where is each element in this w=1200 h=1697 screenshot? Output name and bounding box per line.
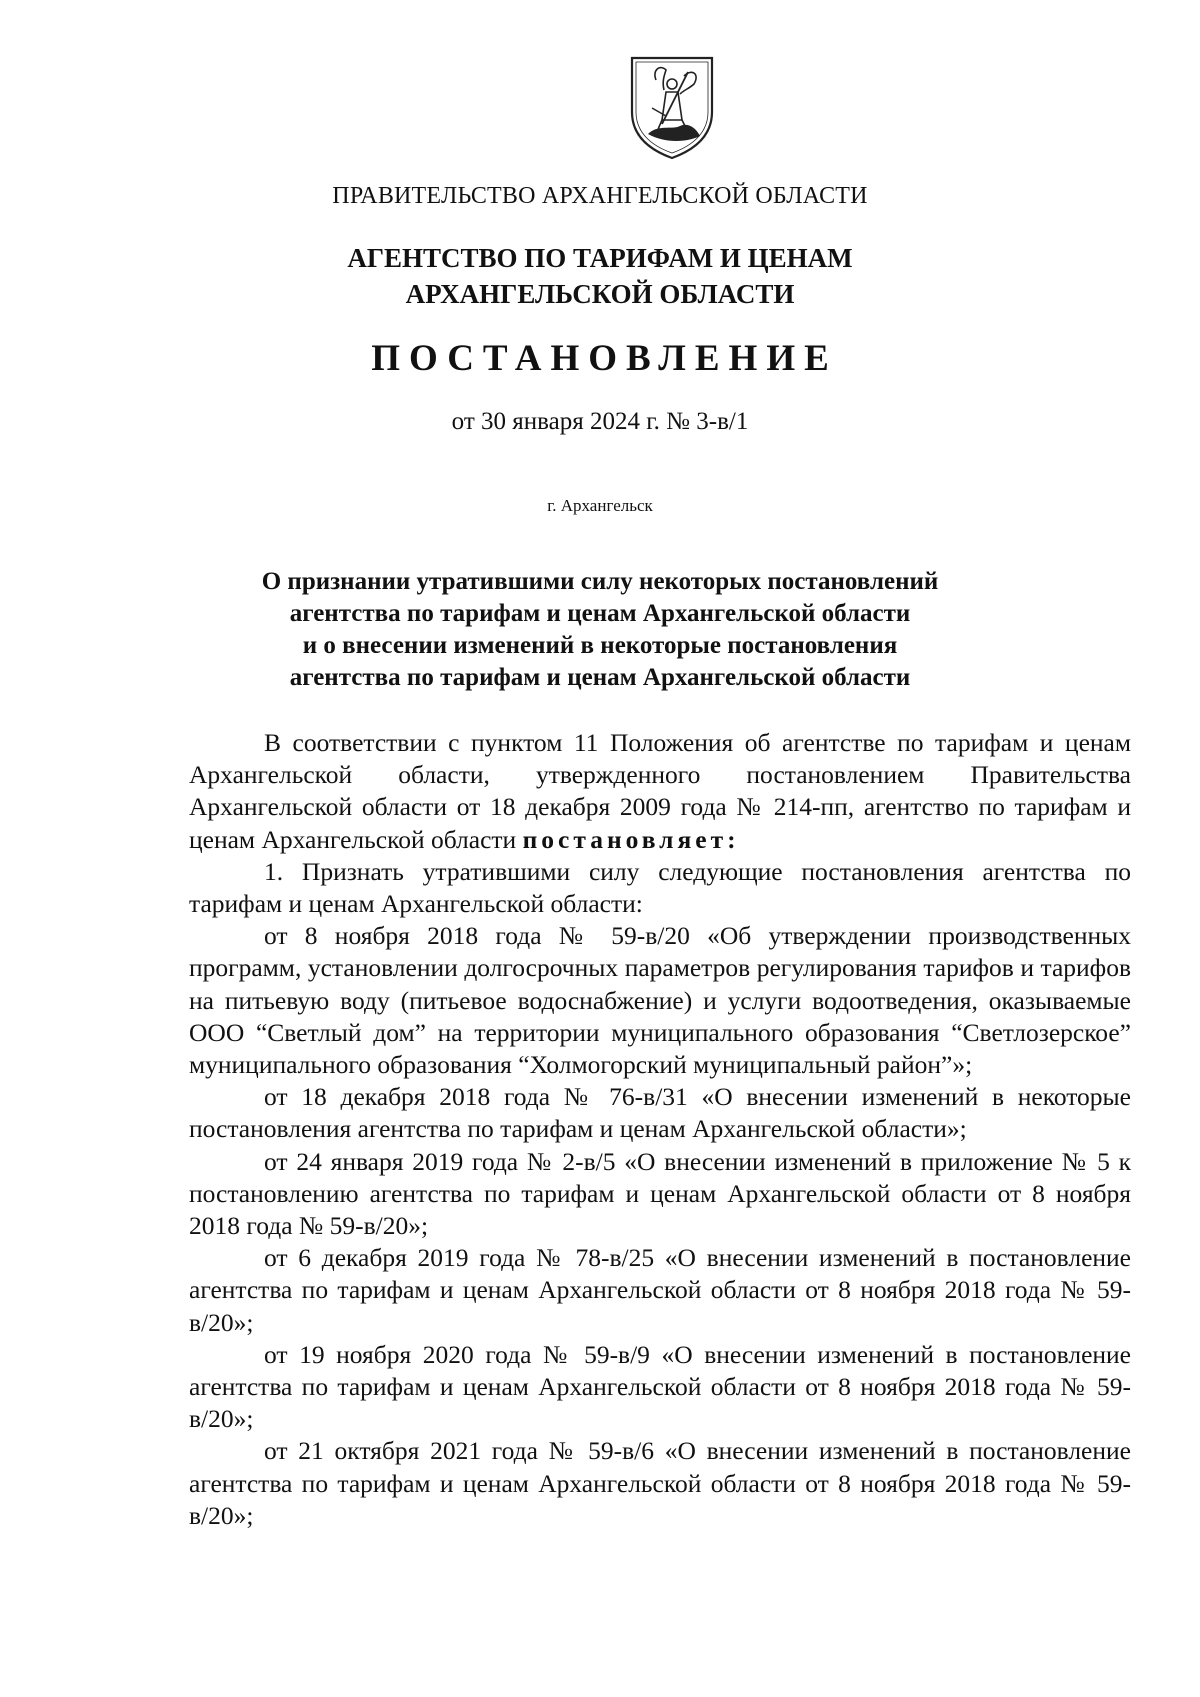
subject-line-4: агентства по тарифам и ценам Архангельской области [289,664,911,691]
document-type-title: ПОСТАНОВЛЕНИЕ [371,338,838,379]
repealed-act-paragraph: от 19 ноября 2020 года № 59-в/9 «О внесении изменений в постановление агентства по тарифам и ценам Архангельской области от 8 ноября 2018 года № 59-в/20»; [189,1339,1131,1434]
item-1-paragraph: 1. Признать утратившими силу следующие постановления агентства по тарифам и ценам Архангельской области: [189,856,1131,919]
agency-name-line-1: АГЕНТСТВО ПО ТАРИФАМ И ЦЕНАМ [347,243,853,273]
agency-name-line-2: АРХАНГЕЛЬСКОЙ ОБЛАСТИ [405,279,795,309]
repealed-act-paragraph: от 8 ноября 2018 года № 59-в/20 «Об утверждении производственных программ, установлении долгосрочных параметров регулирования тарифов и тарифов на питьевую воду (питьевое водоснабжение) и услуги водоотведения, оказываемые ООО “Светлый дом” на территории муниципального образования “Светлозерское” муниципального образования “Холмогорский муниципальный район”»; [189,921,1131,1080]
repealed-act-paragraph: от 21 октября 2021 года № 59-в/6 «О внесении изменений в постановление агентства по тарифам и ценам Архангельской области от 8 ноября 2018 года № 59-в/20»; [189,1436,1131,1530]
repealed-act-paragraph: от 6 декабря 2019 года № 78-в/25 «О внесении изменений в постановление агентства по тарифам и ценам Архангельской области от 8 ноября 2018 года № 59-в/20»; [189,1243,1131,1337]
intro-text: В соответствии с пунктом 11 Положения об агентстве по тарифам и ценам Архангельской области, утвержденного постановлением Правительства Архангельской области от 18 декабря 2009 года № 214-пп, агентство по тарифам и ценам Архангельской области [189,728,1131,854]
subject-line-1: О признании утратившими силу некоторых постановлений [261,568,939,595]
repealed-act-paragraph: от 24 января 2019 года № 2-в/5 «О внесении изменений в приложение № 5 к постановлению агентства по тарифам и ценам Архангельской области от 8 ноября 2018 года № 59-в/20»; [189,1146,1131,1241]
agency-name [0,240,1200,312]
document-body [189,727,1131,1532]
document-date-number: от 30 января 2024 г. № 3-в/1 [451,408,749,435]
document-subject [0,566,1200,694]
subject-line-3: и о внесении изменений в некоторые постановления [302,632,898,659]
intro-keyword: постановляет: [522,824,740,854]
intro-paragraph [189,727,1131,856]
repealed-act-paragraph: от 18 декабря 2018 года № 76-в/31 «О внесении изменений в некоторые постановления агентства по тарифам и ценам Архангельской области»; [189,1082,1131,1144]
subject-line-2: агентства по тарифам и ценам Архангельской области [289,600,911,627]
coat-of-arms-emblem [626,50,718,162]
government-name: ПРАВИТЕЛЬСТВО АРХАНГЕЛЬСКОЙ ОБЛАСТИ [332,183,868,209]
document-city: г. Архангельск [547,496,653,515]
